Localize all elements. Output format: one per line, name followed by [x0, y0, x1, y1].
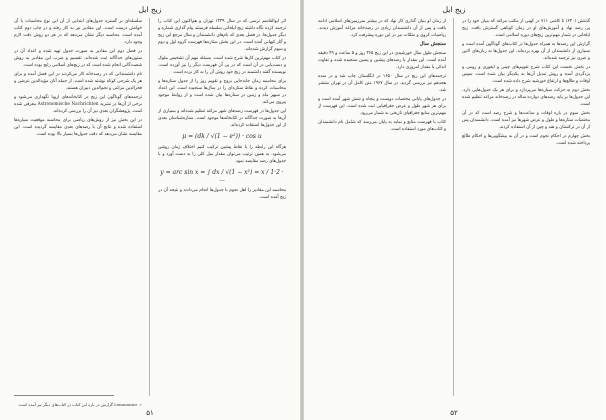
- formula: y = arc sin x = ∫ dx / √(1 − x²) = x / 1·2 · ...: [160, 169, 284, 183]
- paragraph: هرگاه این رابطه را با نقاط پیشین ترکیب کنیم اختلاف زمان روشن می‌شود. به همین ترتیب می‌توان مقدار میل کلی را به دست آورد و با جدول‌های رصد مقایسه نمود.: [158, 145, 286, 164]
- column-divider: [453, 18, 454, 396]
- paragraph: سنجش طول سال خورشیدی در این زیج ۳۶۵ روز و ۵ ساعت و ۴۹ دقیقه آمده است. این مقدار با رصدهای پیشین و پسین سنجیده شده و تفاوت اندکی با مقدار امروزی دارد.: [318, 51, 446, 70]
- paragraph: ترجمه‌های گوناگون این زیج در کتابخانه‌های اروپا نگهداری می‌شود و برخی از آن‌ها در نشریه Astronomische Nachrichten معرفی شده است. پژوهشگران بعدی نیز آن را بررسی کرده‌اند.: [14, 95, 142, 114]
- page-number-left: ۵۱: [146, 409, 154, 417]
- paragraph: نام دانشمندانی که در رصدخانه کار می‌کردند در این فصل آمده و برای هر یک شرحی کوتاه نوشته شده است. از جمله آنان مؤیدالدین عرضی و فخرالدین مراغی و نجم‌الدین دبیران هستند.: [14, 72, 142, 91]
- running-head-left: زیج ایل: [138, 5, 162, 14]
- paragraph: ترجمه‌های این زیج در سال ۱۶۵۰ در انگلستان چاپ شد و در سده هجدهم نیز بررسی گردید. در سال ۱۹۶۷ متن کامل آن در تهران منتشر شد.: [318, 74, 446, 93]
- paragraph: در فصل دوم ابن مقادیر به صورت جدول تهیه شده و اعداد آن در ستون‌های جداگانه ثبت شده‌اند. تقسیم و ضرب این مقادیر به روش شصت‌گانی انجام شده است که در زیج‌های اسلامی رایج بوده است.: [14, 49, 142, 68]
- paragraph: از زمان او بنیان گذاری کار نهاد که در بیشتر سرزمین‌های اسلامی ادامه یافت و پس از آن دانشمندان زیادی در رصدخانه مراغه آموزش دیدند. ریاضیات کروی و مثلثات نیز در این دوره پیشرفت کرد.: [318, 19, 446, 38]
- footnote-rule: [14, 395, 114, 396]
- paragraph: در این بخش نیز از روش‌های ریاضی برای محاسبه موقعیت سیاره‌ها استفاده شده و نتایج آن با رصدهای بعدی مقایسه گردیده است. این مقایسه نشان می‌دهد که دقت جدول‌ها بسیار بالا بوده است.: [14, 118, 142, 137]
- paragraph: برای محاسبه زمان جابه‌جایی بروج و تقویم روز را از جدول ستاره‌ها و محاسبات کرده و نقاط ستاره‌ای را در سال‌ها سنجیده است. این اعداد در سپهر ماه و زمین در ستاره‌ها بیان شده است و از روابط موجود پیروی می‌کند.: [158, 79, 286, 105]
- right-page-left-column: [318, 18, 446, 396]
- footnote: ۱. Lemmonier گزارش در باره این کتاب در کتاب‌های دیگر نیز آمده است.: [17, 402, 142, 407]
- page-number-right: ۵۲: [450, 409, 458, 417]
- paragraph: اثر ابوالقاسم ترسی که در سال ۱۳۳۹ تهران و هم‌اکنون این کتاب را ترجمه کرده نگاه داشته زیج ایلخانی سلسله فرستند پیام گذاری شماره و دیگر جدول‌ها. در فصل بعدی که نام‌های دانشمندان و سال مرجع این زیج و آثار کیهانی آمده است. در این بخش ستاره‌ها فهرست گروه اول و دوم و سوم گزارش شده‌اند.: [158, 19, 286, 52]
- paragraph: بخش سوم در باره اوقات و ساعت‌ها و شرح رصد است که در آن مختصات ستاره‌ها و طول و عرض شهرها نیز آمده است. دانشمندان پس از آن در ترکستان و هند و چین از آن استفاده کردند.: [462, 111, 590, 130]
- paragraph: گزارش این رصدها به همراه جدول‌ها در کتاب‌های گوناگون آمده است و بسیاری از دانشمندان از آن بهره برده‌اند. این جدول‌ها به زبان‌های لاتین و عبری نیز ترجمه شده‌اند.: [462, 42, 590, 61]
- running-head-right: زیج ایل: [442, 5, 466, 14]
- paragraph: محاسبه این مقادیر را اهل نجوم با جدول‌ها انجام می‌دادند و نتیجه آن در زیج آمده است.: [158, 188, 286, 200]
- section-heading: سنجش سال: [419, 41, 446, 47]
- right-page-right-column: [462, 18, 590, 396]
- paragraph: گذشتن (۶۳۰) تا کاشی ۷۱۱ در کهنی از مکتب مراغه که بنیان خود را در پی رصد نهاد و آموزش‌های او در زمان کوتاهی گسترش یافت. زیج ایلخانی در شمار مهم‌ترین زیج‌های دوره اسلامی است.: [462, 19, 590, 38]
- paragraph: بخش دوم به حرکت سیاره‌ها می‌پردازد و برای هر یک جدول‌هایی دارد. این جدول‌ها بر پایه رصدهای دوازده ساله در رصدخانه مراغه تنظیم شده است.: [462, 88, 590, 107]
- paragraph: کتاب با فهرست منابع و نمایه به پایان می‌رسد که شامل نام دانشمندان و کتاب‌های مورد استفاده است.: [318, 120, 446, 132]
- paragraph: سلسله‌ای بر گستره جدول‌های ابتدایی از آن این نوع محاسبات با آن خوانش درست است. این مقادیر نیز به کار رفته و در چاپ دوم کتاب آمده است. محاسبه دیگر نشان می‌دهد که در هر دو روش دقت لازم وجود دارد.: [14, 19, 142, 45]
- formula: μ = (dk / √(1 − e²)) · cos u: [182, 133, 262, 140]
- column-divider: [149, 18, 150, 396]
- paragraph: این جدول‌ها در فهرست رصدهای شهر مراغه تنظیم شده‌اند و بسیاری از آن‌ها به صورت جداگانه در کتابخانه‌ها موجود است. ستاره‌شناسان بعدی از این جدول‌ها استفاده کرده‌اند.: [158, 109, 286, 128]
- paragraph: بخش چهارم در احکام نجوم است و در آن به پیشگویی‌ها و احکام طالع پرداخته شده است.: [462, 134, 590, 146]
- left-page-left-column: [14, 18, 142, 358]
- left-page: [0, 0, 300, 420]
- left-page-right-column: [158, 18, 286, 396]
- right-page: [304, 0, 604, 420]
- paragraph: در بخش نخست این کتاب شرح تقویم‌های چینی و ایغوری و رومی و یزدگردی آمده و روش تبدیل آن‌ها به یکدیگر بیان شده است. سپس اوقات و طالع‌ها و ارتفاع خورشید شرح داده شده است.: [462, 65, 590, 84]
- paragraph: در جدول‌های پایانی مختصات دویست و پنجاه و شش شهر آمده است و برای هر شهر طول و عرض جغرافیایی ثبت شده است. این فهرست از مهم‌ترین منابع جغرافیای تاریخی به شمار می‌رود.: [318, 97, 446, 116]
- paragraph: در کتاب مهم‌ترین کارها شرح شده است. مسئله مهم آن تشخیص ملوک و دست‌یابی در آن است که در پی آن فهرست دیگر را نیز آورده است. نویسنده گفته دانشمند در زیج خود روش آن را به کار برده است.: [158, 56, 286, 75]
